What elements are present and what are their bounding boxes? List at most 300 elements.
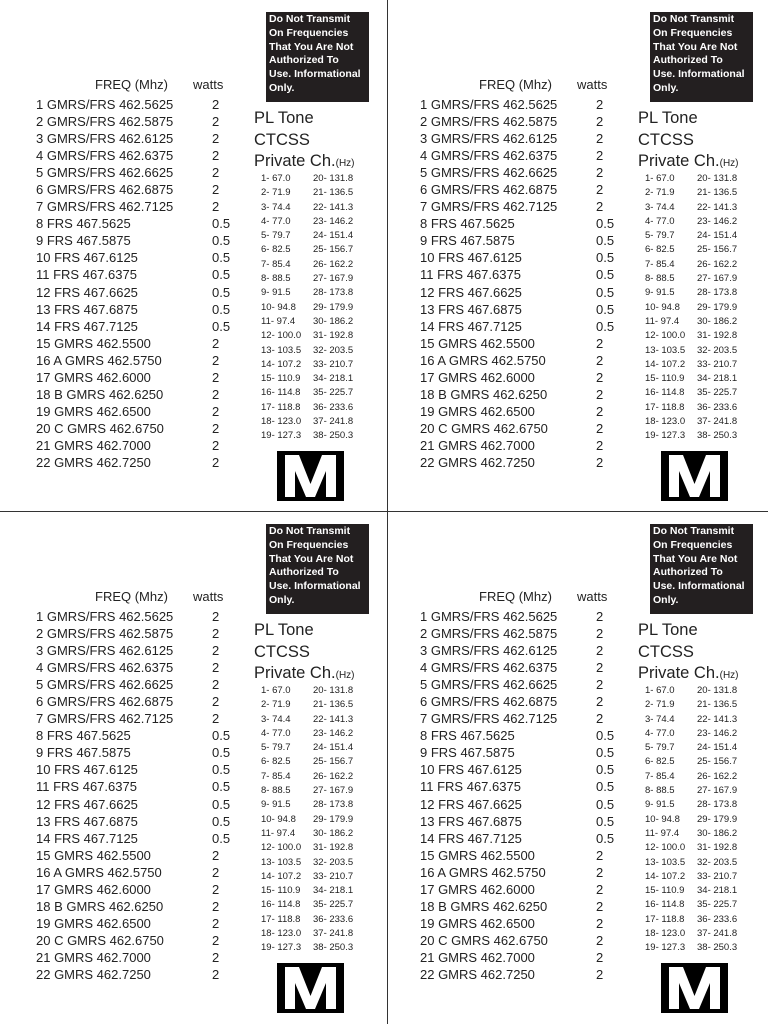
channel-frequency: 21 GMRS 462.7000 [36,949,151,965]
warning-notice-line: Only. [269,593,295,606]
tone-row [645,329,765,343]
m-logo [277,451,344,501]
channel-row [36,352,236,369]
channel-watts: 0.5 [596,779,615,795]
channel-frequency: 6 GMRS/FRS 462.6875 [36,182,174,198]
channel-watts: 2 [212,677,220,693]
tone-entry-left: 2- 71.9 [645,187,675,199]
freq-column-header: FREQ (Mhz) [479,589,552,604]
tone-row [261,884,381,898]
channel-row [420,642,620,659]
pl-tone-heading [254,108,355,175]
tone-entry-left: 1- 67.0 [261,685,291,696]
channel-watts: 2 [596,626,604,642]
channel-frequency: 2 GMRS/FRS 462.5875 [36,114,174,130]
warning-notice-line: Do Not Transmit [269,525,351,537]
channel-frequency: 1 GMRS/FRS 462.5625 [36,97,174,112]
tone-entry-left: 6- 82.5 [645,244,675,256]
tone-entry-left: 16- 114.8 [645,899,685,911]
tone-entry-right: 27- 167.9 [697,273,738,285]
tone-entry-right: 26- 162.2 [313,258,354,270]
tone-row [645,856,765,870]
private-channel-label: Private Ch. [254,152,336,170]
tone-entry-left: 4- 77.0 [645,727,675,739]
tone-entry-left: 15- 110.9 [261,373,301,385]
tone-entry-left: 12- 100.0 [645,842,686,854]
tone-row [261,358,381,372]
channel-watts: 2 [212,165,220,181]
channel-watts: 0.5 [212,796,231,812]
channel-row [420,915,620,932]
tone-table [261,172,381,444]
tone-row [261,344,381,358]
channel-frequency: 15 GMRS 462.5500 [36,847,151,863]
tone-entry-left: 11- 97.4 [645,827,680,839]
channel-watts: 0.5 [596,796,615,812]
channel-watts: 0.5 [212,728,231,744]
channel-frequency: 20 C GMRS 462.6750 [36,932,164,948]
tone-row [261,698,381,712]
tone-row [645,927,765,941]
channel-watts: 2 [212,915,220,931]
channel-watts: 2 [596,386,604,402]
tone-row [645,898,765,912]
channel-row [420,318,620,335]
channel-frequency: 2 GMRS/FRS 462.5875 [420,626,558,642]
tone-entry-right: 38- 250.3 [697,942,738,954]
channel-watts: 0.5 [212,318,231,334]
channel-frequency: 19 GMRS 462.6500 [36,403,151,419]
tone-entry-right: 37- 241.8 [313,928,354,940]
tone-entry-left: 16- 114.8 [261,899,301,911]
channel-frequency: 15 GMRS 462.5500 [420,335,535,351]
channel-row [420,932,620,949]
channel-row [420,881,620,898]
channel-watts: 0.5 [596,216,615,232]
tone-row [645,415,765,429]
channel-frequency: 7 GMRS/FRS 462.7125 [36,199,174,215]
channel-row [36,915,236,932]
tone-entry-left: 2- 71.9 [645,699,675,711]
tone-entry-right: 38- 250.3 [313,942,354,954]
channel-frequency: 3 GMRS/FRS 462.6125 [420,131,558,147]
channel-row [36,830,236,847]
tone-entry-right: 27- 167.9 [313,273,354,285]
tone-row [261,813,381,827]
warning-notice-line: Only. [269,81,295,94]
channel-watts: 2 [596,352,604,368]
tone-entry-left: 18- 123.0 [645,416,686,428]
m-logo [277,963,344,1013]
tone-row [645,884,765,898]
tone-entry-right: 31- 192.8 [313,330,354,342]
channel-watts: 0.5 [596,830,615,846]
channel-row [36,898,236,915]
tone-row [645,741,765,755]
channel-row [420,864,620,881]
tone-entry-left: 5- 79.7 [261,742,291,754]
channel-frequency: 22 GMRS 462.7250 [36,966,151,982]
channel-row [36,659,236,676]
tone-row [645,941,765,955]
tone-entry-left: 11- 97.4 [261,827,296,839]
channel-watts: 2 [212,386,220,402]
channel-row [36,608,236,625]
tone-row [261,927,381,941]
tone-entry-right: 27- 167.9 [313,785,354,797]
pl-tone-heading [638,620,739,687]
tone-entry-right: 32- 203.5 [313,344,354,356]
tone-entry-left: 12- 100.0 [261,842,302,854]
channel-frequency: 13 FRS 467.6875 [36,813,138,829]
channel-frequency: 8 FRS 467.5625 [420,728,515,744]
tone-entry-right: 34- 218.1 [697,885,738,897]
tone-entry-right: 21- 136.5 [697,699,738,711]
warning-notice-line: Authorized To [653,566,723,579]
channel-watts: 2 [212,97,220,112]
channel-watts: 0.5 [212,216,231,232]
channel-frequency: 22 GMRS 462.7250 [36,454,151,470]
channel-watts: 0.5 [596,762,615,778]
channel-watts: 0.5 [596,284,615,300]
warning-notice-line: That You Are Not [653,552,738,565]
tone-entry-left: 5- 79.7 [645,230,675,242]
channel-row [36,181,236,198]
channel-frequency: 12 FRS 467.6625 [36,796,138,812]
channel-frequency: 14 FRS 467.7125 [36,318,138,334]
channel-row [36,761,236,778]
channel-frequency: 8 FRS 467.5625 [36,216,131,232]
channel-watts: 2 [596,369,604,385]
channel-frequency: 12 FRS 467.6625 [36,284,138,300]
tone-entry-right: 20- 131.8 [313,173,354,184]
warning-notice-line: That You Are Not [269,40,354,53]
tone-row [645,386,765,400]
channel-frequency: 20 C GMRS 462.6750 [420,420,548,436]
tone-entry-right: 22- 141.3 [697,201,738,213]
warning-notice-line: On Frequencies [653,26,733,39]
tone-row [261,172,381,186]
tone-entry-left: 13- 103.5 [645,344,686,356]
pl-tone-title: PL Tone [254,621,314,639]
channel-watts: 2 [596,403,604,419]
channel-row [36,710,236,727]
tone-row [261,429,381,443]
tone-row [261,898,381,912]
tone-entry-right: 24- 151.4 [313,742,354,754]
tone-row [261,301,381,315]
channel-frequency: 12 FRS 467.6625 [420,796,522,812]
channel-watts: 2 [596,182,604,198]
channel-row [420,608,620,625]
tone-row [645,243,765,257]
channel-watts: 0.5 [596,233,615,249]
tone-entry-left: 12- 100.0 [645,330,686,342]
channel-frequency: 13 FRS 467.6875 [420,813,522,829]
channel-row [36,693,236,710]
channel-row [36,813,236,830]
tone-entry-left: 1- 67.0 [645,685,675,696]
channel-watts: 0.5 [212,813,231,829]
tone-entry-right: 36- 233.6 [313,913,354,925]
tone-entry-right: 29- 179.9 [697,301,738,313]
channel-row [36,96,236,113]
tone-row [645,301,765,315]
channel-frequency: 21 GMRS 462.7000 [36,437,151,453]
channel-watts: 2 [596,711,604,727]
channel-row [420,386,620,403]
hz-unit-label: (Hz) [719,670,739,681]
channel-row [420,659,620,676]
channel-watts: 0.5 [212,250,231,266]
channel-row [36,403,236,420]
channel-row [420,676,620,693]
pl-tone-heading [638,108,739,175]
channel-watts: 0.5 [596,728,615,744]
channel-watts: 2 [596,932,604,948]
pl-tone-title: PL Tone [638,109,698,127]
tone-row [261,770,381,784]
warning-notice-line: That You Are Not [653,40,738,53]
tone-row [261,713,381,727]
channel-frequency: 2 GMRS/FRS 462.5875 [36,626,174,642]
tone-row [645,727,765,741]
tone-row [645,258,765,272]
channel-watts: 2 [596,420,604,436]
channel-frequency: 17 GMRS 462.6000 [36,881,151,897]
channel-row [36,386,236,403]
channel-frequency: 11 FRS 467.6375 [420,267,521,283]
tone-entry-left: 5- 79.7 [645,742,675,754]
tone-entry-right: 26- 162.2 [697,770,738,782]
channel-watts: 2 [596,677,604,693]
tone-row [645,429,765,443]
tone-entry-left: 10- 94.8 [645,813,680,825]
m-logo [661,963,728,1013]
tone-row [261,215,381,229]
channel-row [36,249,236,266]
tone-entry-right: 36- 233.6 [697,913,738,925]
channel-row [420,437,620,454]
tone-entry-right: 33- 210.7 [313,358,354,370]
channel-frequency: 14 FRS 467.7125 [36,830,138,846]
tone-entry-left: 13- 103.5 [645,856,686,868]
tone-entry-right: 28- 173.8 [697,287,738,299]
channel-row [420,420,620,437]
channel-watts: 2 [212,199,220,215]
channel-frequency: 1 GMRS/FRS 462.5625 [420,97,558,112]
tone-row [645,172,765,186]
channel-frequency: 7 GMRS/FRS 462.7125 [420,711,558,727]
channel-row [36,147,236,164]
tone-entry-right: 25- 156.7 [697,244,738,256]
channel-frequency: 10 FRS 467.6125 [420,250,522,266]
tone-row [261,784,381,798]
tone-row [261,856,381,870]
channel-row [420,693,620,710]
private-channel-title [254,663,355,687]
tone-entry-left: 15- 110.9 [645,885,685,897]
channel-watts: 2 [212,660,220,676]
tone-entry-left: 11- 97.4 [261,315,296,327]
tone-row [645,344,765,358]
channel-row [420,830,620,847]
warning-notice [650,12,753,102]
channel-watts: 2 [596,199,604,215]
tone-entry-right: 26- 162.2 [697,258,738,270]
channel-frequency: 16 A GMRS 462.5750 [36,864,162,880]
channel-frequency: 21 GMRS 462.7000 [420,949,535,965]
channel-frequency: 18 B GMRS 462.6250 [36,898,164,914]
freq-column-header: FREQ (Mhz) [95,77,168,92]
channel-frequency: 20 C GMRS 462.6750 [420,932,548,948]
channel-watts: 2 [596,949,604,965]
tone-entry-right: 38- 250.3 [697,430,738,442]
channel-row [36,113,236,130]
channel-row [420,249,620,266]
tone-entry-right: 31- 192.8 [697,842,738,854]
channel-row [420,898,620,915]
channel-frequency: 5 GMRS/FRS 462.6625 [36,165,174,181]
tone-row [261,329,381,343]
tone-entry-left: 7- 85.4 [261,770,291,782]
channel-frequency: 9 FRS 467.5875 [36,233,131,249]
channel-watts: 2 [212,420,220,436]
channel-row [36,369,236,386]
tone-row [261,372,381,386]
channel-list [420,608,620,983]
tone-row [645,401,765,415]
channel-watts: 2 [212,454,220,470]
channel-watts: 2 [212,182,220,198]
channel-frequency: 19 GMRS 462.6500 [36,915,151,931]
tone-entry-right: 25- 156.7 [313,244,354,256]
channel-watts: 0.5 [212,779,231,795]
channel-row [420,796,620,813]
channel-watts: 2 [596,165,604,181]
tone-entry-right: 37- 241.8 [697,928,738,940]
channel-row [420,335,620,352]
channel-watts: 2 [596,966,604,982]
tone-row [261,386,381,400]
tone-row [645,913,765,927]
tone-row [645,784,765,798]
ctcss-title: CTCSS [638,130,694,149]
channel-row [420,847,620,864]
tone-entry-left: 13- 103.5 [261,856,302,868]
tone-entry-left: 12- 100.0 [261,330,302,342]
channel-row [36,625,236,642]
private-channel-title [638,151,739,175]
channel-row [36,778,236,795]
channel-row [420,113,620,130]
tone-entry-left: 15- 110.9 [261,885,301,897]
channel-watts: 2 [212,847,220,863]
channel-row [36,966,236,983]
channel-watts: 2 [596,454,604,470]
channel-watts: 2 [596,660,604,676]
channel-frequency: 2 GMRS/FRS 462.5875 [420,114,558,130]
channel-frequency: 5 GMRS/FRS 462.6625 [420,165,558,181]
private-channel-title [254,151,355,175]
tone-entry-right: 24- 151.4 [697,230,738,242]
tone-entry-left: 6- 82.5 [261,244,291,256]
tone-row [645,272,765,286]
tone-row [261,186,381,200]
channel-row [420,778,620,795]
tone-entry-right: 22- 141.3 [313,713,354,725]
ctcss-title: CTCSS [638,642,694,661]
tone-entry-right: 20- 131.8 [697,685,738,696]
tone-entry-right: 20- 131.8 [697,173,738,184]
channel-row [36,318,236,335]
channel-watts: 0.5 [212,284,231,300]
tone-entry-left: 10- 94.8 [261,813,296,825]
tone-row [261,243,381,257]
channel-frequency: 17 GMRS 462.6000 [420,881,535,897]
tone-entry-left: 10- 94.8 [261,301,296,313]
tone-entry-right: 28- 173.8 [313,287,354,299]
tone-entry-left: 19- 127.3 [645,942,686,954]
tone-entry-right: 30- 186.2 [697,827,738,839]
channel-watts: 2 [596,335,604,351]
tone-entry-right: 23- 146.2 [313,215,354,227]
channel-watts: 2 [596,131,604,147]
channel-watts: 2 [212,609,220,624]
tone-row [645,186,765,200]
warning-notice-line: Authorized To [269,54,339,67]
channel-row [36,164,236,181]
warning-notice-line: Use. Informational [269,68,361,81]
tone-entry-right: 32- 203.5 [697,344,738,356]
channel-row [420,232,620,249]
channel-row [36,284,236,301]
warning-notice-line: Do Not Transmit [653,525,735,537]
tone-entry-left: 14- 107.2 [645,870,686,882]
tone-entry-right: 35- 225.7 [697,899,738,911]
channel-frequency: 7 GMRS/FRS 462.7125 [36,711,174,727]
tone-entry-right: 29- 179.9 [313,813,354,825]
tone-row [261,315,381,329]
ctcss-title: CTCSS [254,130,310,149]
channel-row [420,369,620,386]
channel-row [36,198,236,215]
frequency-card [384,512,768,1024]
channel-frequency: 3 GMRS/FRS 462.6125 [36,643,174,659]
warning-notice-line: On Frequencies [653,538,733,551]
tone-entry-left: 5- 79.7 [261,230,291,242]
private-channel-label: Private Ch. [254,664,336,682]
channel-frequency: 16 A GMRS 462.5750 [420,352,546,368]
tone-row [261,798,381,812]
channel-row [36,949,236,966]
channel-row [36,335,236,352]
channel-frequency: 16 A GMRS 462.5750 [420,864,546,880]
tone-entry-right: 37- 241.8 [697,416,738,428]
channel-row [420,454,620,471]
channel-watts: 0.5 [212,745,231,761]
tone-entry-right: 30- 186.2 [697,315,738,327]
tone-row [645,372,765,386]
tone-row [261,258,381,272]
tone-entry-left: 13- 103.5 [261,344,302,356]
channel-frequency: 10 FRS 467.6125 [36,250,138,266]
tone-entry-right: 21- 136.5 [313,699,354,711]
tone-entry-left: 6- 82.5 [261,756,291,768]
channel-row [420,744,620,761]
tone-entry-left: 17- 118.8 [261,913,301,925]
channel-frequency: 3 GMRS/FRS 462.6125 [420,643,558,659]
